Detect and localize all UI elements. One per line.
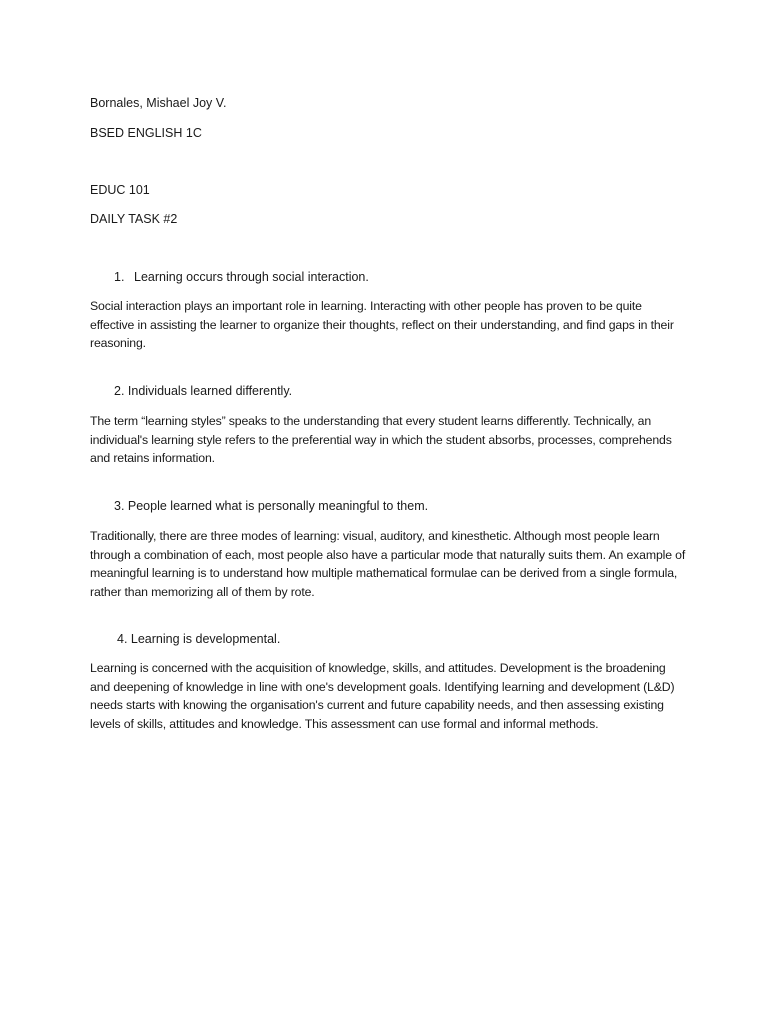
section-4-heading: 4. Learning is developmental.: [117, 632, 281, 646]
section-4-body: Learning is concerned with the acquisition of knowledge, skills, and attitudes. Development is the broadening and deepening of knowledge in line with one's development goals. Identifying learning and development (L&D) needs starts with knowing the organisation's current and future capability needs, and then assessing existing levels of skills, attitudes and knowledge. This assessment can use formal and informal methods.: [90, 661, 675, 731]
section-3-heading: 3. People learned what is personally meaningful to them.: [114, 499, 429, 513]
student-course: BSED ENGLISH 1C: [90, 126, 202, 140]
subject-code: EDUC 101: [90, 183, 150, 197]
section-1-heading: [114, 268, 369, 287]
task-title: DAILY TASK #2: [90, 212, 178, 226]
section-2-body: The term “learning styles” speaks to the understanding that every student learns differently. Technically, an individual's learning style refers to the preferential way in which the student absorbs, processes, comprehends and retains information.: [90, 414, 672, 465]
document-page: [90, 0, 690, 1024]
section-2-heading: 2. Individuals learned differently.: [114, 384, 293, 398]
section-1-body: Social interaction plays an important role in learning. Interacting with other people has proven to be quite effective in assisting the learner to organize their thoughts, reflect on their understanding, and find gaps in their reasoning.: [90, 299, 674, 350]
section-3-body: Traditionally, there are three modes of learning: visual, auditory, and kinesthetic. Although most people learn through a combination of each, most people also have a particular mode that naturally suits them. An example of meaningful learning is to understand how multiple mathematical formulae can be derived from a single formula, rather than memorizing all of them by rote.: [90, 529, 686, 599]
student-name: Bornales, Mishael Joy V.: [90, 96, 227, 110]
section-1-heading-text: Learning occurs through social interaction.: [134, 270, 369, 284]
section-1-number: 1.: [114, 270, 125, 284]
